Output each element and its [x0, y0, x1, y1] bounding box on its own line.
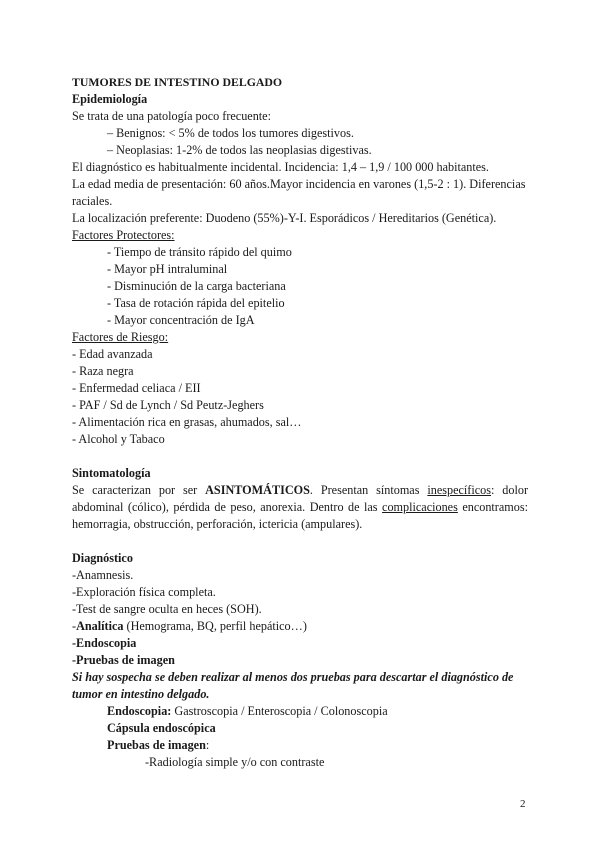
- dash: -: [72, 619, 77, 633]
- benignos-line: – Benignos: < 5% de todos los tumores digestivos.: [107, 126, 354, 140]
- protector-item: - Mayor pH intraluminal: [107, 262, 228, 276]
- endoscopia-detail-line: [107, 703, 567, 719]
- diagnostico-incidental-line: El diagnóstico es habitualmente incidental. Incidencia: 1,4 – 1,9 / 100 000 habitantes.: [72, 160, 489, 174]
- sintomatologia-heading: Sintomatología: [72, 466, 151, 480]
- sintomatologia-line-1: [72, 482, 528, 498]
- diagnostico-item: -Test de sangre oculta en heces (SOH).: [72, 602, 262, 616]
- riesgo-item: - Edad avanzada: [72, 347, 153, 361]
- epidemiologia-heading: Epidemiología: [72, 92, 148, 106]
- sospecha-note: Si hay sospecha se deben realizar al menos dos pruebas para descartar el diagnóstico de: [72, 670, 514, 684]
- complicaciones-underlined: complicaciones: [382, 500, 458, 514]
- riesgo-item: - Alcohol y Tabaco: [72, 432, 165, 446]
- factores-protectores-heading: Factores Protectores:: [72, 228, 175, 242]
- neoplasias-line: – Neoplasias: 1-2% de todos las neoplasias digestivas.: [107, 143, 372, 157]
- analitica-label: Analítica: [76, 619, 124, 633]
- asintomaticos-emphasis: ASINTOMÁTICOS: [205, 483, 310, 497]
- protector-item: - Tasa de rotación rápida del epitelio: [107, 296, 285, 310]
- sintomatologia-line-3: hemorragia, obstrucción, perforación, ictericia (ampulares).: [72, 517, 363, 531]
- endoscopia-value: Gastroscopia / Enteroscopia / Colonoscopia: [171, 704, 388, 718]
- analitica-detail: (Hemograma, BQ, perfil hepático…): [123, 619, 307, 633]
- riesgo-item: - Raza negra: [72, 364, 134, 378]
- endoscopia-label: Endoscopia:: [107, 704, 172, 718]
- diagnostico-item: -Pruebas de imagen: [72, 653, 175, 667]
- edad-media-line: La edad media de presentación: 60 años.Mayor incidencia en varones (1,5-2 : 1). Diferencias: [72, 177, 526, 191]
- sintomatologia-text: : dolor: [490, 483, 529, 497]
- pruebas-imagen-label: Pruebas de imagen: [107, 738, 206, 752]
- diagnostico-item: -Exploración física completa.: [72, 585, 216, 599]
- diagnostico-item: -Endoscopia: [72, 636, 137, 650]
- pruebas-imagen-line: [107, 737, 567, 753]
- radiologia-line: -Radiología simple y/o con contraste: [145, 755, 325, 769]
- sintomatologia-text: . Presentan síntomas: [309, 483, 428, 497]
- analitica-line: [72, 618, 532, 634]
- sintomatologia-text: encontramos:: [457, 500, 528, 514]
- document-title: TUMORES DE INTESTINO DELGADO: [72, 75, 283, 89]
- riesgo-item: - Enfermedad celiaca / EII: [72, 381, 201, 395]
- sintomatologia-text: abdominal (cólico), pérdida de peso, anorexia. Dentro de las: [72, 500, 383, 514]
- diagnostico-item: -Anamnesis.: [72, 568, 134, 582]
- riesgo-item: - PAF / Sd de Lynch / Sd Peutz-Jeghers: [72, 398, 264, 412]
- riesgo-item: - Alimentación rica en grasas, ahumados, sal…: [72, 415, 302, 429]
- protector-item: - Tiempo de tránsito rápido del quimo: [107, 245, 292, 259]
- protector-item: - Disminución de la carga bacteriana: [107, 279, 286, 293]
- page-number: 2: [520, 798, 526, 810]
- diagnostico-heading: Diagnóstico: [72, 551, 133, 565]
- epidemiologia-intro: Se trata de una patología poco frecuente:: [72, 109, 271, 123]
- localizacion-line: La localización preferente: Duodeno (55%)-Y-I. Esporádicos / Hereditarios (Genética).: [72, 211, 497, 225]
- edad-media-line-cont: raciales.: [72, 194, 113, 208]
- sintomatologia-line-2: [72, 499, 528, 515]
- colon: :: [205, 738, 210, 752]
- inespecificos-underlined: inespecíficos: [427, 483, 491, 497]
- protector-item: - Mayor concentración de IgA: [107, 313, 255, 327]
- sospecha-note-cont: tumor en intestino delgado.: [72, 687, 210, 701]
- sintomatologia-text: Se caracterizan por ser: [72, 483, 206, 497]
- factores-riesgo-heading: Factores de Riesgo:: [72, 330, 169, 344]
- capsula-line: Cápsula endoscópica: [107, 721, 216, 735]
